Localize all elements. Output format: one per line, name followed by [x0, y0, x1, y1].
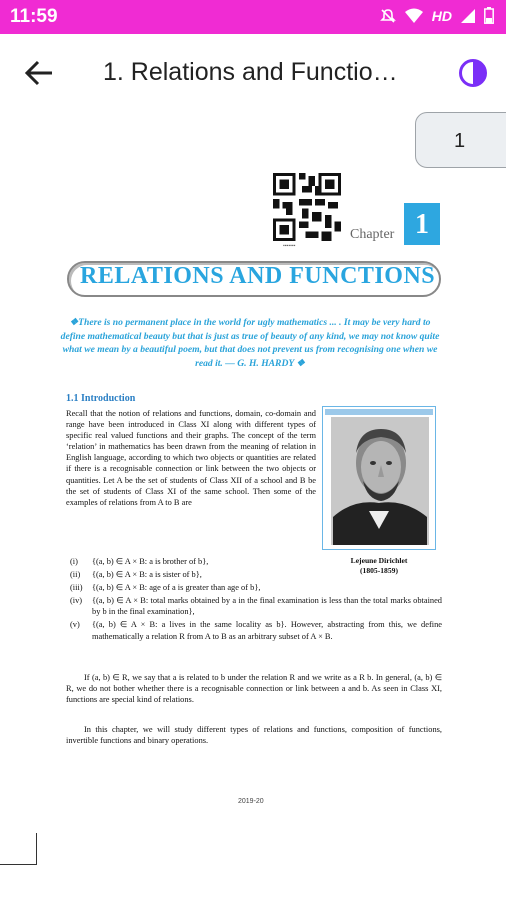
paragraph-relation-definition: If (a, b) ∈ R, we say that a is related to b under the relation R and we write as a R b. In general, (a, b) ∈ R, we do not bother whether there is a recognisable connection or link between a and b. As seen in Class XI, functions are special kind of relations.	[66, 673, 442, 705]
qr-code	[273, 173, 341, 241]
page-footer: 2019-20	[238, 798, 264, 805]
status-time: 11:59	[10, 6, 58, 27]
qr-caption: ▪▪▪▪▪▪▪	[283, 243, 296, 249]
cell-signal-icon	[460, 8, 476, 24]
page-title: 1. Relations and Functio…	[103, 58, 398, 86]
portrait-image	[322, 406, 436, 550]
list-item: (v) {(a, b) ∈ A × B: a lives in the same locality as b}. However, abstracting from this, we define mathematically a relation R from A to B as an arbitrary subset of A × B.	[70, 620, 442, 641]
status-bar	[0, 0, 506, 34]
list-item: (i) {(a, b) ∈ A × B: a is brother of b},	[70, 557, 209, 566]
dirichlet-portrait	[323, 407, 435, 549]
intro-paragraph: Recall that the notion of relations and functions, domain, co-domain and range have been introduced in Class XI along with different types of specific real valued functions and their graphs. The concept of the term ‘relation’ in mathematics has been drawn from the meaning of relation in English language, according to which two objects or quantities are related if there is a recognisable connection or link between the two objects or quantities. Let A be the set of students of Class XII of a school and B be the set of students of Class XI of the same school. Then some of the examples of relations from A to B are	[66, 409, 316, 507]
list-item: (iv) {(a, b) ∈ A × B: total marks obtained by a in the final examination is less than the total marks obtained by b in the final examination},	[70, 596, 442, 617]
scroll-handle[interactable]	[36, 833, 37, 865]
arrow-left-icon[interactable]	[22, 56, 56, 90]
current-page-number: 1	[454, 130, 466, 152]
section-heading: 1.1 Introduction	[66, 393, 136, 404]
wifi-icon	[404, 8, 424, 24]
chapter-number: 1	[404, 203, 440, 245]
epigraph-quote: ❖There is no permanent place in the world for ugly mathematics ... . It may be very hard to define mathematical beauty but that is just as true of beauty of any kind, we may not know quite what we mean by a beautiful poem, but that does not prevent us from recognising one when we read it. — G. H. HARDY ❖	[60, 317, 440, 369]
chapter-label: Chapter	[350, 227, 395, 242]
list-item: (ii) {(a, b) ∈ A × B: a is sister of b},	[70, 570, 202, 580]
paragraph-chapter-overview: In this chapter, we will study different types of relations and functions, composition of functions, invertible functions and binary operations.	[66, 725, 442, 746]
scroll-handle-base	[0, 864, 37, 865]
portrait-caption-years: (1805-1859)	[360, 566, 398, 575]
contrast-icon[interactable]	[458, 58, 488, 88]
portrait-caption-name: Lejeune Dirichlet	[350, 556, 408, 565]
status-icons	[380, 7, 494, 24]
list-item: (iii) {(a, b) ∈ A × B: age of a is greater than age of b},	[70, 583, 261, 593]
examples-list	[66, 556, 442, 642]
network-type-label: HD	[431, 7, 452, 24]
chapter-heading: RELATIONS AND FUNCTIONS	[80, 263, 436, 289]
app-bar	[0, 34, 506, 114]
page-number-indicator[interactable]	[415, 112, 506, 168]
battery-icon	[484, 7, 494, 24]
silent-icon	[380, 8, 396, 24]
